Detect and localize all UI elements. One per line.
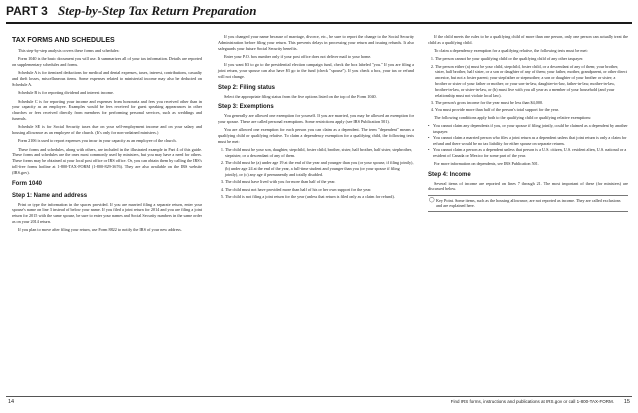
list-item: • You cannot claim any dependents if you, or your spouse if filing jointly, could be claimed as a dependent by another taxpayer. <box>428 123 628 135</box>
step-heading: Step 4: Income <box>428 171 471 178</box>
list-item: 3. The person's gross income for the year must be less than $4,000. <box>435 100 628 106</box>
list-item: • You cannot claim a married person who files a joint return as a dependent unless that joint return is only a claim for refund and there would be no tax liability for either spouse on separate returns. <box>428 135 628 147</box>
step-heading: Step 1: Name and address <box>12 192 88 199</box>
list-item: 1. The child must be your son, daughter, stepchild, foster child, brother, sister, half brother, half sister, stepbrother, stepsister, or a descendant of any of them. <box>225 147 414 159</box>
test-list <box>428 56 628 113</box>
paragraph: Form 1040 is the basic document you will use. It summarizes all of your tax information. Details are reported on supplementary schedules and forms. <box>12 56 202 68</box>
column-1 <box>12 34 202 236</box>
paragraph: Schedule A is for itemized deductions for medical and dental expenses, taxes, interest, contributions, casualty and theft losses, miscellaneous items. Some expenses related to ministerial income may also be deducted on Schedule A. <box>12 70 202 87</box>
section-title: TAX FORMS AND SCHEDULES <box>12 37 115 44</box>
paragraph: These forms and schedules, along with others, are included in the illustrated example in Part 4 of this guide. These forms and schedules are the ones most commonly used by ministers, but you may have a need for others. These forms may be obtained at your local post office or IRS office. Or, you can obtain them by calling the IRS's toll-free forms hotline at 1-800-TAX-FORM (1-800-829-3676). They are also available on the IRS website (IRS.gov). <box>12 146 202 175</box>
paragraph: Schedule SE is for Social Security taxes due on your self-employment income and on your salary and housing allowance as an employee of the church. (It's only for non-ordained ministers.) <box>12 124 202 136</box>
key-point-text: Key Point. Some items, such as the housing allowance, are not reported as income. They are called exclusions and are explained here. <box>436 197 621 209</box>
list-item: 1. The person cannot be your qualifying child or the qualifying child of any other taxpayer. <box>435 56 628 62</box>
paragraph: This step-by-step analysis covers these forms and schedules: <box>18 48 120 53</box>
paragraph: Form 2106 is used to report expenses you incur in your capacity as an employee of the church. <box>18 138 177 144</box>
test-list <box>218 147 414 199</box>
paragraph: Enter your P.O. box number only if your post office does not deliver mail to your home. <box>224 53 372 59</box>
step-heading: Step 2: Filing status <box>218 84 276 91</box>
footer-rule <box>6 396 632 397</box>
page-number-left: 14 <box>8 399 15 405</box>
paragraph: To claim a dependency exemption for a qualifying relative, the following tests must be met: <box>434 48 588 54</box>
page-number-right: 15 <box>623 399 630 405</box>
list-item: 2. The person either (a) must be your child, stepchild, foster child, or a descendant of any of them; your brother, sister, half brother, half sister, or a son or daughter of any of them; your father, mother, grandparent, or other direct ancestor, but not a foster parent; your stepfather or stepmother; a son or daughter of your brother or sister; a brother or sister of your father or mother; or your son-in-law, daughter-in-law, father-in-law, mother-in-law, brother-in-law, or sister-in-law, or (b) must live with you all year as a member of your household (and your relationship must not violate local law). <box>435 64 628 99</box>
header-rule <box>6 22 632 24</box>
paragraph: If you plan to move after filing your return, use Form 8822 to notify the IRS of your new address. <box>18 227 182 233</box>
condition-list <box>428 123 628 158</box>
column-2 <box>218 34 414 202</box>
step-heading: Step 3: Exemptions <box>218 104 274 111</box>
footer-note: Find IRS forms, instructions and publications at IRS.gov or call 1-800-TAX-FORM. <box>450 399 614 404</box>
paragraph: Schedule B is for reporting dividend and interest income. <box>18 90 114 96</box>
part-title: Step-by-Step Tax Return Preparation <box>58 3 257 18</box>
key-icon: ◯ <box>429 197 435 203</box>
paragraph: The following conditions apply both to the qualifying child or qualifying relative exemptions: <box>434 115 592 121</box>
paragraph: You are allowed one exemption for each person you can claim as a dependent. The term "dependent" means a qualifying child or qualifying relative. To claim a dependency exemption for a qualifying child, the following tests must be met: <box>218 127 414 145</box>
paragraph: Several items of income are reported on lines 7 through 21. The most important of these (for ministers) are discussed below. <box>428 180 628 192</box>
paragraph: Print or type the information in the spaces provided. If you are married filing a separate return, enter your spouse's name on line 3 instead of below your name. If you filed a joint return for 2014 and you are filing a joint return for 2015 with the same spouse, be sure to enter your names and Social Security numbers in the same order as on your 2014 return. <box>12 201 202 225</box>
paragraph: Select the appropriate filing status from the five options listed on the top of the Form 1040. <box>224 93 377 99</box>
list-item: 3. The child must have lived with you for more than half of the year. <box>225 179 414 185</box>
column-3 <box>428 34 628 215</box>
list-item: 4. The child must not have provided more than half of his or her own support for the year. <box>225 187 414 193</box>
paragraph: If you want $3 to go to the presidential election campaign fund, check the box labeled "you." If you are filing a joint return, your spouse can also have $3 go to the fund (check "spouse"). If you check a box, your tax or refund will not change. <box>218 62 414 79</box>
key-point-box <box>428 195 628 213</box>
paragraph: For more information on dependents, see IRS Publication 501. <box>434 160 539 166</box>
list-item: 4. You must provide more than half of the person's total support for the year. <box>435 107 628 113</box>
part-label: PART 3 <box>6 4 48 18</box>
paragraph: If the child meets the rules to be a qualifying child of more than one person, only one person can actually treat the child as a qualifying child. <box>428 34 628 45</box>
paragraph: Schedule C is for reporting your income and expenses from honoraria and fees you received other than in your capacity as an employee. Examples would be fees received for guest speaking appearances in other churches or fees received directly from members for performing personal services, such as weddings and funerals. <box>12 98 202 121</box>
paragraph: You generally are allowed one exemption for yourself. If you are married, you may be allowed an exemption for your spouse. These are called personal exemptions. Some restrictions apply (see IRS Publication 501). <box>218 113 414 125</box>
form-heading: Form 1040 <box>12 180 43 187</box>
list-item: 2. The child must be (a) under age 19 at the end of the year and younger than you (or your spouse, if filing jointly), (b) under age 24 at the end of the year, a full-time student and younger than you (or your spouse if filing jointly), or (c) any age if permanently and totally disabled. <box>225 160 414 177</box>
list-item: • You cannot claim a person as a dependent unless that person is a U.S. citizen, U.S. resident alien, U.S. national or a resident of Canada or Mexico for some part of the year. <box>428 147 628 159</box>
list-item: 5. The child is not filing a joint return for the year (unless that return is filed only as a claim for refund). <box>225 194 414 200</box>
page-header <box>0 0 638 30</box>
paragraph: If you changed your name because of marriage, divorce, etc., be sure to report the change to the Social Security Administration before filing your return. This prevents delays in processing your return and issuing refunds. It also safeguards your future Social Security benefits. <box>218 34 414 51</box>
